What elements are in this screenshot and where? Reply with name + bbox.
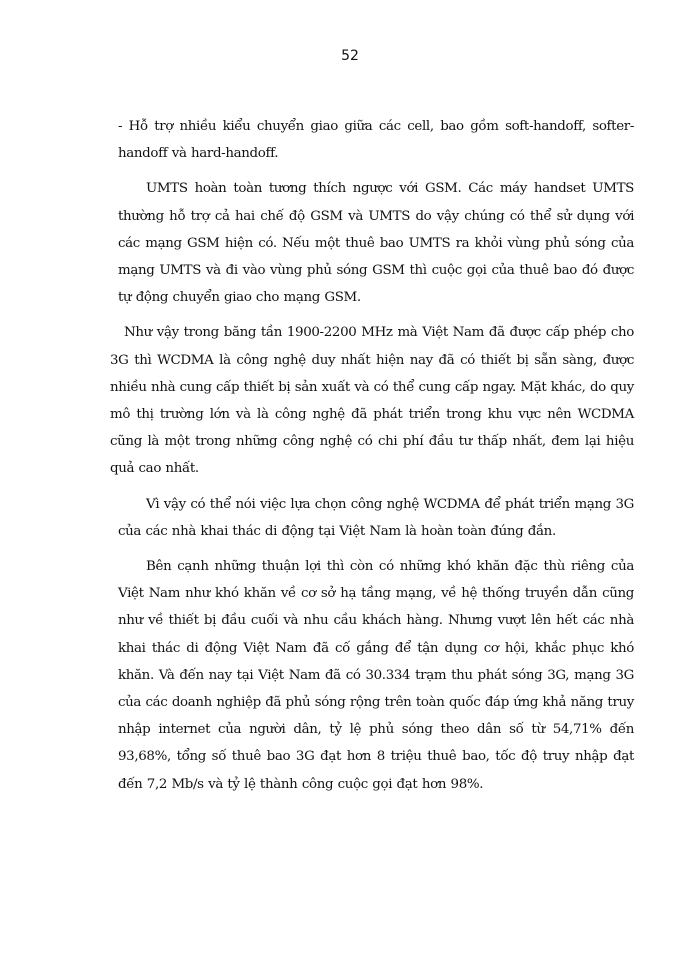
page-number: 52 <box>341 48 359 64</box>
paragraph-umts-gsm: UMTS hoàn toàn tương thích ngược với GSM. Các máy handset UMTS thường hỗ trợ cả hai chế độ GSM và UMTS do vậy chúng có thể sử dụng với các mạng GSM hiện có. Nếu một thuê bao UMTS ra khỏi vùng phủ sóng của mạng UMTS và đi vào vùng phủ sóng GSM thì cuộc gọi của thuê bao đó được tự động chuyển giao cho mạng GSM. <box>118 181 634 306</box>
paragraph-wcdma-band: Như vậy trong băng tần 1900-2200 MHz mà Việt Nam đã được cấp phép cho 3G thì WCDMA là công nghệ duy nhất hiện nay đã có thiết bị sẵn sàng, được nhiều nhà cung cấp thiết bị sản xuất và có thể cung cấp ngay. Mặt khác, do quy mô thị trường lớn và là công nghệ đã phát triển trong khu vực nên WCDMA cũng là một trong những công nghệ có chi phí đầu tư thấp nhất, đem lại hiệu quả cao nhất. <box>110 325 634 477</box>
paragraph-conclusion: Vì vậy có thể nói việc lựa chọn công nghệ WCDMA để phát triển mạng 3G của các nhà khai thác di động tại Việt Nam là hoàn toàn đúng đắn. <box>118 496 634 539</box>
paragraph-handoff-bullet: - Hỗ trợ nhiều kiểu chuyển giao giữa các cell, bao gồm soft-handoff, softer-handoff và hard-handoff. <box>118 119 634 162</box>
document-body <box>110 113 634 806</box>
paragraph-vietnam-3g: Bên cạnh những thuận lợi thì còn có những khó khăn đặc thù riêng của Việt Nam như khó khăn về cơ sở hạ tầng mạng, về hệ thống truyền dẫn cũng như về thiết bị đầu cuối và nhu cầu khách hàng. Nhưng vượt lên hết các nhà khai thác di động Việt Nam đã cố gắng để tận dụng cơ hội, khắc phục khó khăn. Và đến nay tại Việt Nam đã có 30.334 trạm thu phát sóng 3G, mạng 3G của các doanh nghiệp đã phủ sóng rộng trên toàn quốc đáp ứng khả năng truy nhập internet của người dân, tỷ lệ phủ sóng theo dân số từ 54,71% đến 93,68%, tổng số thuê bao 3G đạt hơn 8 triệu thuê bao, tốc độ truy nhập đạt đến 7,2 Mb/s và tỷ lệ thành công cuộc gọi đạt hơn 98%. <box>118 559 634 792</box>
